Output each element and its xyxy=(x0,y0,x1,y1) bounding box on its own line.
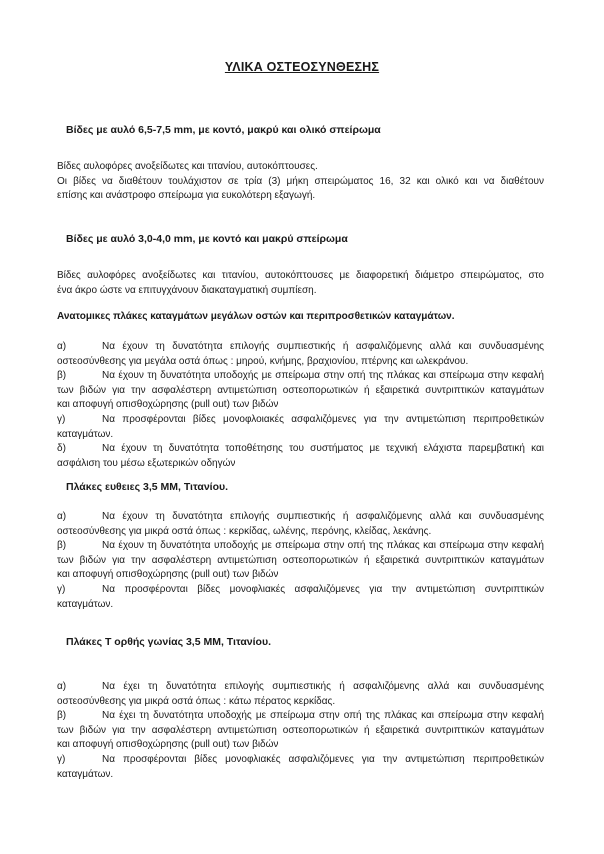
section-paragraph xyxy=(57,269,544,298)
list-item xyxy=(57,442,544,471)
list-item-text: και αποφυγή οπισθοχώρησης (pull out) των βιδών xyxy=(57,399,279,411)
list-item xyxy=(57,369,544,413)
list-item-text: Να έχουν τη δυνατότητα υποδοχής με σπείρωμα στην οπή της πλάκας και σπείρωμα στην κεφαλή xyxy=(102,540,544,551)
paragraph-line: Βίδες αυλοφόρες ανοξείδωτες και τιτανίου, αυτοκόπτουσες. xyxy=(57,161,318,172)
list-item-label: β) xyxy=(57,710,67,721)
document-title: ΥΛΙΚΑ ΟΣΤΕΟΣΥΝΘΕΣΗΣ xyxy=(224,60,380,74)
list-item-label: δ) xyxy=(57,443,66,454)
list-item-text: και αποφυγή οπισθοχώρησης (pull out) των βιδών xyxy=(57,739,279,751)
list-item-text: των βιδών για την ασφαλέστερη αντιμετώπιση οστεοπορωτικών ή εξαιρετικά συντριπτικών καταγμάτων xyxy=(57,554,544,566)
list-item-text: και αποφυγή οπισθοχώρησης (pull out) των βιδών xyxy=(57,569,279,581)
list-item-label: γ) xyxy=(57,584,66,595)
section-paragraph xyxy=(57,160,544,204)
list-item-text: καταγμάτων. xyxy=(57,428,114,440)
list-item xyxy=(57,340,544,369)
list-item-label: α) xyxy=(57,341,67,352)
list-item-text: Να προσφέρονται βίδες μονοφλιακές ασφαλιζόμενες για την αντιμετώπιση περιπροθετικών xyxy=(102,754,544,765)
list-item-text: οστεοσύνθεσης για μικρά οστά όπως : κάτω πέρατος κερκίδας. xyxy=(57,695,336,707)
list-item-text: Να προσφέρονται βίδες μονοφλιακές ασφαλιζόμενες για την αντιμετώπιση συντριπτικών xyxy=(102,584,544,595)
list-item-text: Να έχουν τη δυνατότητα υποδοχής με σπείρωμα στην οπή της πλάκας και σπείρωμα στην κεφαλή xyxy=(102,370,544,381)
section-heading: Πλάκες Τ ορθής γωνίας 3,5 ΜΜ, Τιτανίου. xyxy=(66,636,272,648)
list-item-text: Να έχουν τη δυνατότητα επιλογής συμπιεστικής ή ασφαλιζόμενης αλλά και συνδυασμένης xyxy=(102,341,544,352)
list-item-label: β) xyxy=(57,540,67,551)
list-item xyxy=(57,539,544,583)
list-item-label: α) xyxy=(57,511,67,522)
list-item-text: οστεοσύνθεσης για μικρά οστά όπως : κερκίδας, ωλένης, περόνης, κλείδας, λεκάνης. xyxy=(57,525,432,537)
list-item-label: β) xyxy=(57,370,67,381)
list-item-text: καταγμάτων. xyxy=(57,598,114,610)
section-heading: Βίδες με αυλό 6,5-7,5 mm, με κοντό, μακρύ και ολικό σπείρωμα xyxy=(66,124,381,136)
paragraph-line: επίσης και ανάστροφο σπείρωμα για ευκολότερη εξαγωγή. xyxy=(57,190,316,202)
list-item-text: των βιδών για την ασφαλέστερη αντιμετώπιση οστεοπορωτικών ή εξαιρετικά συντριπτικών καταγμάτων xyxy=(57,384,544,396)
paragraph-line: Οι βίδες να διαθέτουν τουλάχιστον σε τρία (3) μήκη σπειρώματος 16, 32 και ολικό και να διαθέτουν xyxy=(57,175,544,187)
list-item-text: Να έχει τη δυνατότητα επιλογής συμπιεστικής ή ασφαλιζόμενης αλλά και συνδυασμένης xyxy=(102,681,544,692)
list-item-text: Να προσφέρονται βίδες μονοφλοιακές ασφαλιζόμενες για την αντιμετώπιση περιπροθετικών xyxy=(102,414,544,425)
paragraph-line: Βίδες αυλοφόρες ανοξείδωτες και τιτανίου, αυτοκόπτουσες με διαφορετική διάμετρο σπειρώματος, στο xyxy=(57,270,544,281)
paragraph-line: ένα άκρο ώστε να επιτυγχάνουν διακαταγματική συμπίεση. xyxy=(57,284,317,296)
list-item-text: οστεοσύνθεσης για μεγάλα οστά όπως : μηρού, κνήμης, βραχιονίου, πτέρνης και ωλεκράνου. xyxy=(57,355,469,367)
list-item-label: γ) xyxy=(57,754,66,765)
list-item xyxy=(57,413,544,442)
list-item-label: γ) xyxy=(57,414,66,425)
list-item-label: α) xyxy=(57,681,67,692)
list-item-text: Να έχουν τη δυνατότητα τοποθέτησης του συστήματος με τεχνική ελάχιστα παρεμβατική και xyxy=(102,443,544,454)
list-item xyxy=(57,510,544,539)
section-heading: Βίδες με αυλό 3,0-4,0 mm, με κοντό και μακρύ σπείρωμα xyxy=(66,233,348,245)
list-item xyxy=(57,753,544,782)
list-item-text: ασφάλιση του μέσω εξωτερικών οδηγών xyxy=(57,457,236,469)
list-item-text: Να έχει τη δυνατότητα υποδοχής με σπείρωμα στην οπή της πλάκας και σπείρωμα στην κεφαλή xyxy=(102,710,544,721)
list-item xyxy=(57,709,544,753)
list-item xyxy=(57,583,544,612)
list-item xyxy=(57,680,544,709)
list-item-text: καταγμάτων. xyxy=(57,768,114,780)
section-heading: Πλάκες ευθειες 3,5 ΜΜ, Τιτανίου. xyxy=(66,481,229,493)
list-item-text: Να έχουν τη δυνατότητα επιλογής συμπιεστικής ή ασφαλιζόμενης αλλά και συνδυασμένης xyxy=(102,511,544,522)
list-item-text: των βιδών για την ασφαλέστερη αντιμετώπιση οστεοπορωτικών ή εξαιρετικά συντριπτικών καταγμάτων xyxy=(57,724,544,736)
section-heading: Ανατομικες πλάκες καταγμάτων μεγάλων οστών και περιπροσθετικών καταγμάτων. xyxy=(57,311,455,322)
